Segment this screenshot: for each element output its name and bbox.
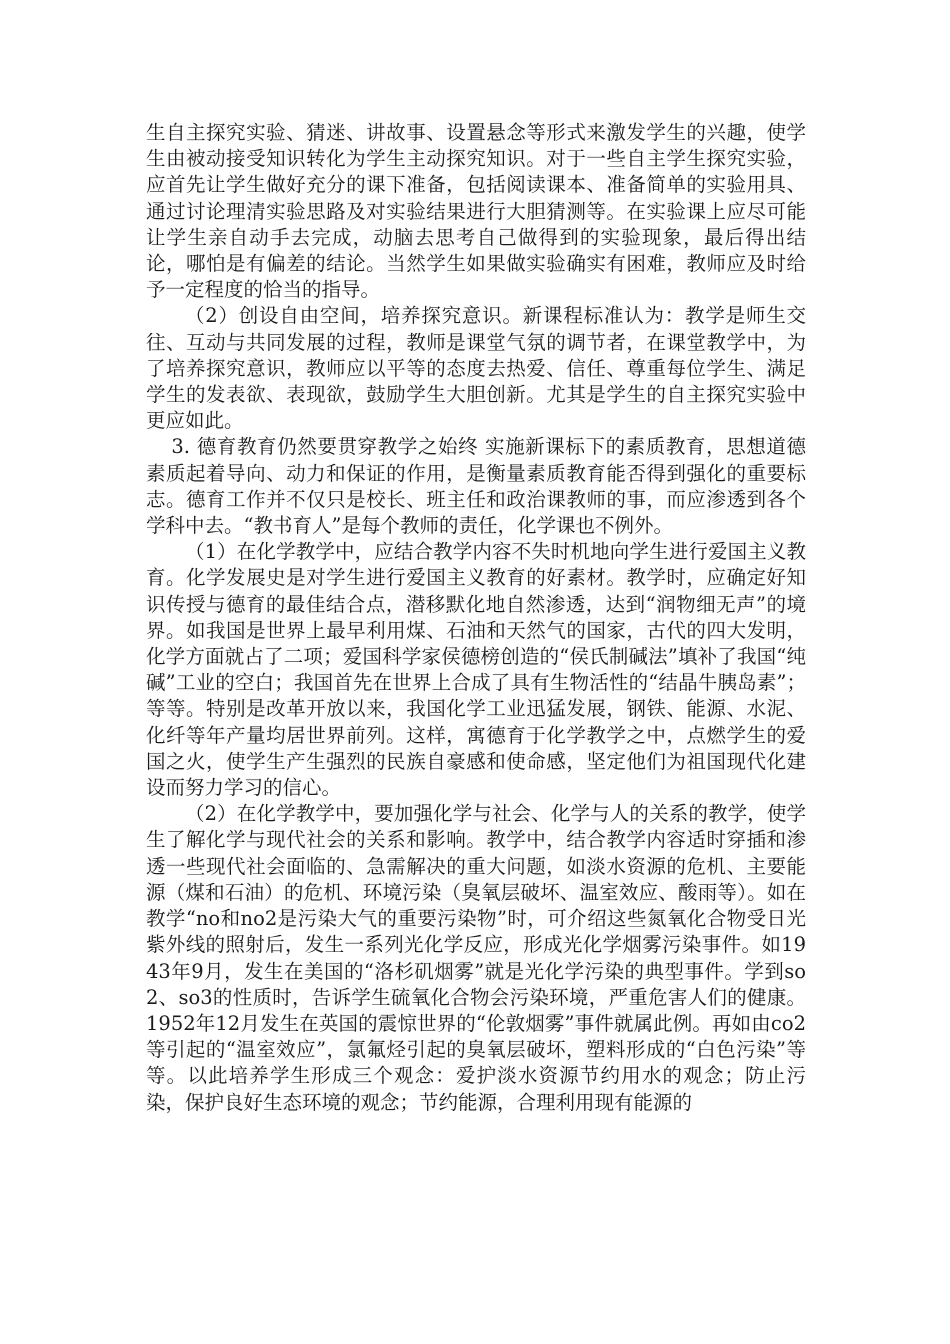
paragraph-patriotism: （1）在化学教学中，应结合教学内容不失时机地向学生进行爱国主义教育。化学发展史是对学生进行爱国主义教育的好素材。教学时，应确定好知识传授与德育的最佳结合点，潜移默化地自然渗透，达到“润物细无声”的境界。如我国是世界上最早利用煤、石油和天然气的国家，古代的四大发明，化学方面就占了二项；爱国科学家侯德榜创造的“侯氏制碱法”填补了我国“纯碱”工业的空白；我国首先在世界上合成了具有生物活性的“结晶牛胰岛素”；等等。特别是改革开放以来，我国化学工业迅猛发展，钢铁、能源、水泥、化纤等年产量均居世界前列。这样，寓德育于化学教学之中，点燃学生的爱国之火，使学生产生强烈的民族自豪感和使命感，坚定他们为祖国现代化建设而努力学习的信心。 [146, 540, 806, 800]
paragraph-continued-intro: 生自主探究实验、猜迷、讲故事、设置悬念等形式来激发学生的兴趣，使学生由被动接受知识转化为学生主动探究知识。对于一些自主学生探究实验，应首先让学生做好充分的课下准备，包括阅读课本、准备简单的实验用具、通过讨论理清实验思路及对实验结果进行大胆猜测等。在实验课上应尽可能让学生亲自动手去完成，动脑去思考自己做得到的实验现象，最后得出结论，哪怕是有偏差的结论。当然学生如果做实验确实有困难，教师应及时给予一定程度的恰当的指导。 [146, 121, 806, 302]
document-page [146, 120, 806, 1116]
paragraph-chemistry-society: （2）在化学教学中，要加强化学与社会、化学与人的关系的教学，使学生了解化学与现代社会的关系和影响。教学中，结合教学内容适时穿插和渗透一些现代社会面临的、急需解决的重大问题，如淡水资源的危机、主要能源（煤和石油）的危机、环境污染（臭氧层破坏、温室效应、酸雨等）。如在教学“no和no2是污染大气的重要污染物”时，可介绍这些氮氧化合物受日光紫外线的照射后，发生一系列光化学反应，形成光化学烟雾污染事件。如1943年9月，发生在美国的“洛杉矶烟雾”就是光化学污染的典型事件。学到so2、so3的性质时，告诉学生硫氧化合物会污染环境，严重危害人们的健康。1952年12月发生在英国的震惊世界的“伦敦烟雾”事件就属此例。再如由co2等引起的“温室效应”，氯氟烃引起的臭氧层破坏，塑料形成的“白色污染”等等。以此培养学生形成三个观念：爱护淡水资源节约用水的观念；防止污染，保护良好生态环境的观念；节约能源，合理利用现有能源的 [146, 802, 806, 1114]
paragraph-inquiry-space: （2）创设自由空间，培养探究意识。新课程标准认为：教学是师生交往、互动与共同发展的过程，教师是课堂气氛的调节者，在课堂教学中，为了培养探究意识，教师应以平等的态度去热爱、信任、尊重每位学生、满足学生的发表欲、表现欲，鼓励学生大胆创新。尤其是学生的自主探究实验中更应如此。 [146, 304, 806, 433]
paragraph-moral-education-heading: 3. 德育教育仍然要贯穿教学之始终 实施新课标下的素质教育，思想道德素质起着导向、动力和保证的作用，是衡量素质教育能否得到强化的重要标志。德育工作并不仅只是校长、班主任和政治课教师的事，而应渗透到各个学科中去。“教书育人”是每个教师的责任，化学课也不例外。 [146, 435, 806, 538]
